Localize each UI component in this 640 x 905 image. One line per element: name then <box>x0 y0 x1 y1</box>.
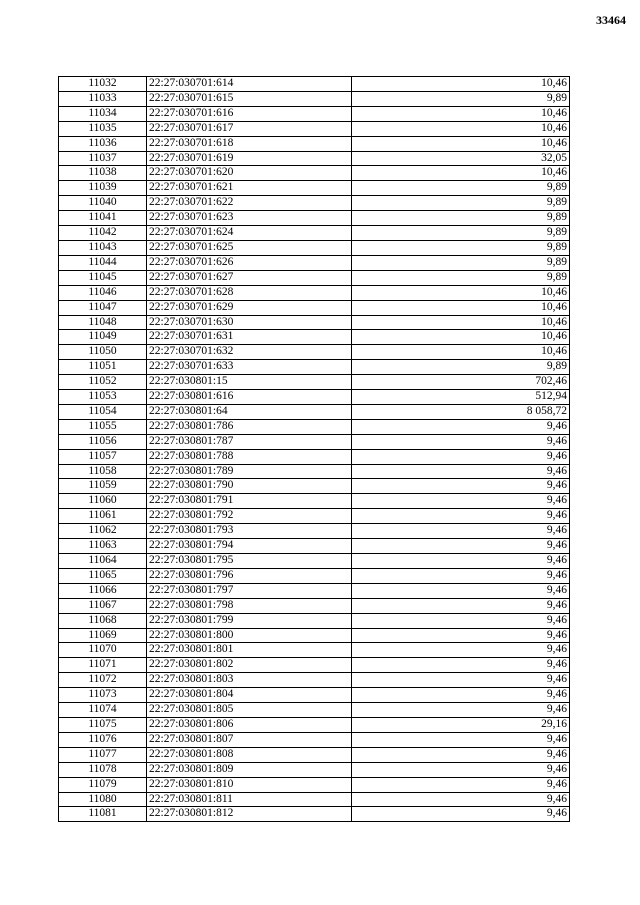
row-number-cell: 11070 <box>59 643 147 658</box>
table-row <box>59 494 570 509</box>
table-row <box>59 464 570 479</box>
cadastral-number-cell: 22:27:030801:803 <box>147 673 352 688</box>
row-number-cell: 11032 <box>59 77 147 92</box>
row-number-cell: 11036 <box>59 136 147 151</box>
table-row <box>59 524 570 539</box>
table-row <box>59 688 570 703</box>
row-number-cell: 11067 <box>59 598 147 613</box>
table-row <box>59 240 570 255</box>
cadastral-number-cell: 22:27:030701:626 <box>147 255 352 270</box>
value-cell: 29,16 <box>352 717 570 732</box>
cadastral-number-cell: 22:27:030701:619 <box>147 151 352 166</box>
value-cell: 9,46 <box>352 777 570 792</box>
value-cell: 9,46 <box>352 568 570 583</box>
value-cell: 9,89 <box>352 226 570 241</box>
row-number-cell: 11038 <box>59 166 147 181</box>
cadastral-number-cell: 22:27:030801:788 <box>147 449 352 464</box>
row-number-cell: 11078 <box>59 762 147 777</box>
table-row <box>59 732 570 747</box>
table-row <box>59 673 570 688</box>
table-row <box>59 121 570 136</box>
value-cell: 9,46 <box>352 673 570 688</box>
table-row <box>59 792 570 807</box>
table-row <box>59 196 570 211</box>
value-cell: 10,46 <box>352 285 570 300</box>
table-row <box>59 166 570 181</box>
row-number-cell: 11041 <box>59 211 147 226</box>
cadastral-number-cell: 22:27:030801:805 <box>147 703 352 718</box>
cadastral-number-cell: 22:27:030801:792 <box>147 509 352 524</box>
row-number-cell: 11049 <box>59 330 147 345</box>
value-cell: 8 058,72 <box>352 404 570 419</box>
table-row <box>59 106 570 121</box>
row-number-cell: 11040 <box>59 196 147 211</box>
cadastral-number-cell: 22:27:030801:809 <box>147 762 352 777</box>
row-number-cell: 11037 <box>59 151 147 166</box>
cadastral-number-cell: 22:27:030701:633 <box>147 360 352 375</box>
value-cell: 9,46 <box>352 807 570 822</box>
cadastral-number-cell: 22:27:030801:798 <box>147 598 352 613</box>
value-cell: 9,89 <box>352 255 570 270</box>
value-cell: 9,46 <box>352 479 570 494</box>
cadastral-number-cell: 22:27:030801:797 <box>147 583 352 598</box>
value-cell: 10,46 <box>352 315 570 330</box>
table-row <box>59 315 570 330</box>
table-row <box>59 554 570 569</box>
row-number-cell: 11062 <box>59 524 147 539</box>
row-number-cell: 11050 <box>59 345 147 360</box>
row-number-cell: 11057 <box>59 449 147 464</box>
table-row <box>59 345 570 360</box>
cadastral-number-cell: 22:27:030801:795 <box>147 554 352 569</box>
value-cell: 9,46 <box>352 449 570 464</box>
table-row <box>59 211 570 226</box>
cadastral-number-cell: 22:27:030701:620 <box>147 166 352 181</box>
cadastral-table <box>58 76 570 822</box>
table-row <box>59 539 570 554</box>
cadastral-number-cell: 22:27:030801:800 <box>147 628 352 643</box>
row-number-cell: 11053 <box>59 390 147 405</box>
row-number-cell: 11051 <box>59 360 147 375</box>
cadastral-number-cell: 22:27:030801:786 <box>147 419 352 434</box>
row-number-cell: 11063 <box>59 539 147 554</box>
cadastral-number-cell: 22:27:030701:630 <box>147 315 352 330</box>
table-row <box>59 360 570 375</box>
value-cell: 9,46 <box>352 524 570 539</box>
value-cell: 9,46 <box>352 688 570 703</box>
row-number-cell: 11059 <box>59 479 147 494</box>
table-row <box>59 434 570 449</box>
cadastral-number-cell: 22:27:030801:64 <box>147 404 352 419</box>
value-cell: 10,46 <box>352 121 570 136</box>
table-row <box>59 777 570 792</box>
cadastral-number-cell: 22:27:030801:799 <box>147 613 352 628</box>
row-number-cell: 11034 <box>59 106 147 121</box>
value-cell: 9,89 <box>352 240 570 255</box>
table-row <box>59 568 570 583</box>
value-cell: 10,46 <box>352 330 570 345</box>
table-row <box>59 270 570 285</box>
table-row <box>59 479 570 494</box>
cadastral-number-cell: 22:27:030801:791 <box>147 494 352 509</box>
value-cell: 9,46 <box>352 658 570 673</box>
value-cell: 9,46 <box>352 732 570 747</box>
row-number-cell: 11045 <box>59 270 147 285</box>
row-number-cell: 11069 <box>59 628 147 643</box>
row-number-cell: 11043 <box>59 240 147 255</box>
cadastral-number-cell: 22:27:030701:623 <box>147 211 352 226</box>
value-cell: 9,46 <box>352 509 570 524</box>
table-body <box>59 77 570 822</box>
value-cell: 10,46 <box>352 106 570 121</box>
cadastral-number-cell: 22:27:030801:802 <box>147 658 352 673</box>
cadastral-number-cell: 22:27:030801:793 <box>147 524 352 539</box>
row-number-cell: 11077 <box>59 747 147 762</box>
value-cell: 9,89 <box>352 196 570 211</box>
value-cell: 10,46 <box>352 345 570 360</box>
table-row <box>59 717 570 732</box>
cadastral-number-cell: 22:27:030801:808 <box>147 747 352 762</box>
value-cell: 9,89 <box>352 211 570 226</box>
cadastral-number-cell: 22:27:030701:624 <box>147 226 352 241</box>
value-cell: 512,94 <box>352 390 570 405</box>
cadastral-number-cell: 22:27:030701:625 <box>147 240 352 255</box>
table-row <box>59 509 570 524</box>
cadastral-number-cell: 22:27:030801:616 <box>147 390 352 405</box>
table-row <box>59 598 570 613</box>
cadastral-number-cell: 22:27:030801:807 <box>147 732 352 747</box>
cadastral-number-cell: 22:27:030801:796 <box>147 568 352 583</box>
row-number-cell: 11046 <box>59 285 147 300</box>
value-cell: 9,46 <box>352 762 570 777</box>
cadastral-number-cell: 22:27:030801:787 <box>147 434 352 449</box>
cadastral-number-cell: 22:27:030801:789 <box>147 464 352 479</box>
value-cell: 9,46 <box>352 747 570 762</box>
row-number-cell: 11047 <box>59 300 147 315</box>
cadastral-number-cell: 22:27:030701:629 <box>147 300 352 315</box>
row-number-cell: 11081 <box>59 807 147 822</box>
table-row <box>59 583 570 598</box>
table-row <box>59 390 570 405</box>
row-number-cell: 11075 <box>59 717 147 732</box>
row-number-cell: 11079 <box>59 777 147 792</box>
row-number-cell: 11074 <box>59 703 147 718</box>
value-cell: 10,46 <box>352 136 570 151</box>
row-number-cell: 11052 <box>59 375 147 390</box>
cadastral-number-cell: 22:27:030701:616 <box>147 106 352 121</box>
row-number-cell: 11073 <box>59 688 147 703</box>
row-number-cell: 11056 <box>59 434 147 449</box>
table-row <box>59 658 570 673</box>
row-number-cell: 11065 <box>59 568 147 583</box>
cadastral-number-cell: 22:27:030701:622 <box>147 196 352 211</box>
cadastral-number-cell: 22:27:030801:812 <box>147 807 352 822</box>
table-row <box>59 643 570 658</box>
cadastral-number-cell: 22:27:030701:632 <box>147 345 352 360</box>
value-cell: 9,46 <box>352 628 570 643</box>
cadastral-number-cell: 22:27:030801:790 <box>147 479 352 494</box>
cadastral-number-cell: 22:27:030701:615 <box>147 91 352 106</box>
cadastral-number-cell: 22:27:030701:631 <box>147 330 352 345</box>
row-number-cell: 11061 <box>59 509 147 524</box>
table-row <box>59 419 570 434</box>
value-cell: 9,46 <box>352 554 570 569</box>
value-cell: 9,46 <box>352 494 570 509</box>
value-cell: 10,46 <box>352 77 570 92</box>
row-number-cell: 11054 <box>59 404 147 419</box>
cadastral-number-cell: 22:27:030701:617 <box>147 121 352 136</box>
table-row <box>59 703 570 718</box>
row-number-cell: 11042 <box>59 226 147 241</box>
value-cell: 10,46 <box>352 300 570 315</box>
table-row <box>59 375 570 390</box>
row-number-cell: 11064 <box>59 554 147 569</box>
value-cell: 9,89 <box>352 270 570 285</box>
table-row <box>59 181 570 196</box>
value-cell: 9,46 <box>352 792 570 807</box>
cadastral-number-cell: 22:27:030701:628 <box>147 285 352 300</box>
table-row <box>59 613 570 628</box>
value-cell: 9,46 <box>352 598 570 613</box>
cadastral-number-cell: 22:27:030701:621 <box>147 181 352 196</box>
table-row <box>59 151 570 166</box>
table-row <box>59 77 570 92</box>
table-row <box>59 91 570 106</box>
row-number-cell: 11076 <box>59 732 147 747</box>
table-row <box>59 449 570 464</box>
value-cell: 9,46 <box>352 583 570 598</box>
table-row <box>59 330 570 345</box>
value-cell: 9,46 <box>352 419 570 434</box>
row-number-cell: 11048 <box>59 315 147 330</box>
table-row <box>59 226 570 241</box>
table-row <box>59 807 570 822</box>
cadastral-number-cell: 22:27:030701:614 <box>147 77 352 92</box>
cadastral-number-cell: 22:27:030701:627 <box>147 270 352 285</box>
value-cell: 9,89 <box>352 91 570 106</box>
value-cell: 9,46 <box>352 539 570 554</box>
page-number: 33464 <box>596 13 626 27</box>
cadastral-number-cell: 22:27:030801:801 <box>147 643 352 658</box>
cadastral-number-cell: 22:27:030701:618 <box>147 136 352 151</box>
table-row <box>59 255 570 270</box>
row-number-cell: 11066 <box>59 583 147 598</box>
value-cell: 702,46 <box>352 375 570 390</box>
table-row <box>59 404 570 419</box>
cadastral-number-cell: 22:27:030801:804 <box>147 688 352 703</box>
row-number-cell: 11035 <box>59 121 147 136</box>
row-number-cell: 11033 <box>59 91 147 106</box>
cadastral-number-cell: 22:27:030801:15 <box>147 375 352 390</box>
row-number-cell: 11080 <box>59 792 147 807</box>
table-row <box>59 136 570 151</box>
table-row <box>59 285 570 300</box>
table-row <box>59 747 570 762</box>
value-cell: 10,46 <box>352 166 570 181</box>
row-number-cell: 11055 <box>59 419 147 434</box>
value-cell: 9,46 <box>352 643 570 658</box>
table-row <box>59 762 570 777</box>
row-number-cell: 11071 <box>59 658 147 673</box>
value-cell: 9,46 <box>352 464 570 479</box>
row-number-cell: 11058 <box>59 464 147 479</box>
row-number-cell: 11060 <box>59 494 147 509</box>
row-number-cell: 11072 <box>59 673 147 688</box>
cadastral-number-cell: 22:27:030801:811 <box>147 792 352 807</box>
cadastral-number-cell: 22:27:030801:806 <box>147 717 352 732</box>
value-cell: 9,46 <box>352 703 570 718</box>
cadastral-number-cell: 22:27:030801:794 <box>147 539 352 554</box>
value-cell: 9,46 <box>352 613 570 628</box>
value-cell: 9,46 <box>352 434 570 449</box>
row-number-cell: 11039 <box>59 181 147 196</box>
row-number-cell: 11068 <box>59 613 147 628</box>
table-row <box>59 628 570 643</box>
cadastral-number-cell: 22:27:030801:810 <box>147 777 352 792</box>
value-cell: 9,89 <box>352 181 570 196</box>
table-row <box>59 300 570 315</box>
value-cell: 9,89 <box>352 360 570 375</box>
row-number-cell: 11044 <box>59 255 147 270</box>
value-cell: 32,05 <box>352 151 570 166</box>
